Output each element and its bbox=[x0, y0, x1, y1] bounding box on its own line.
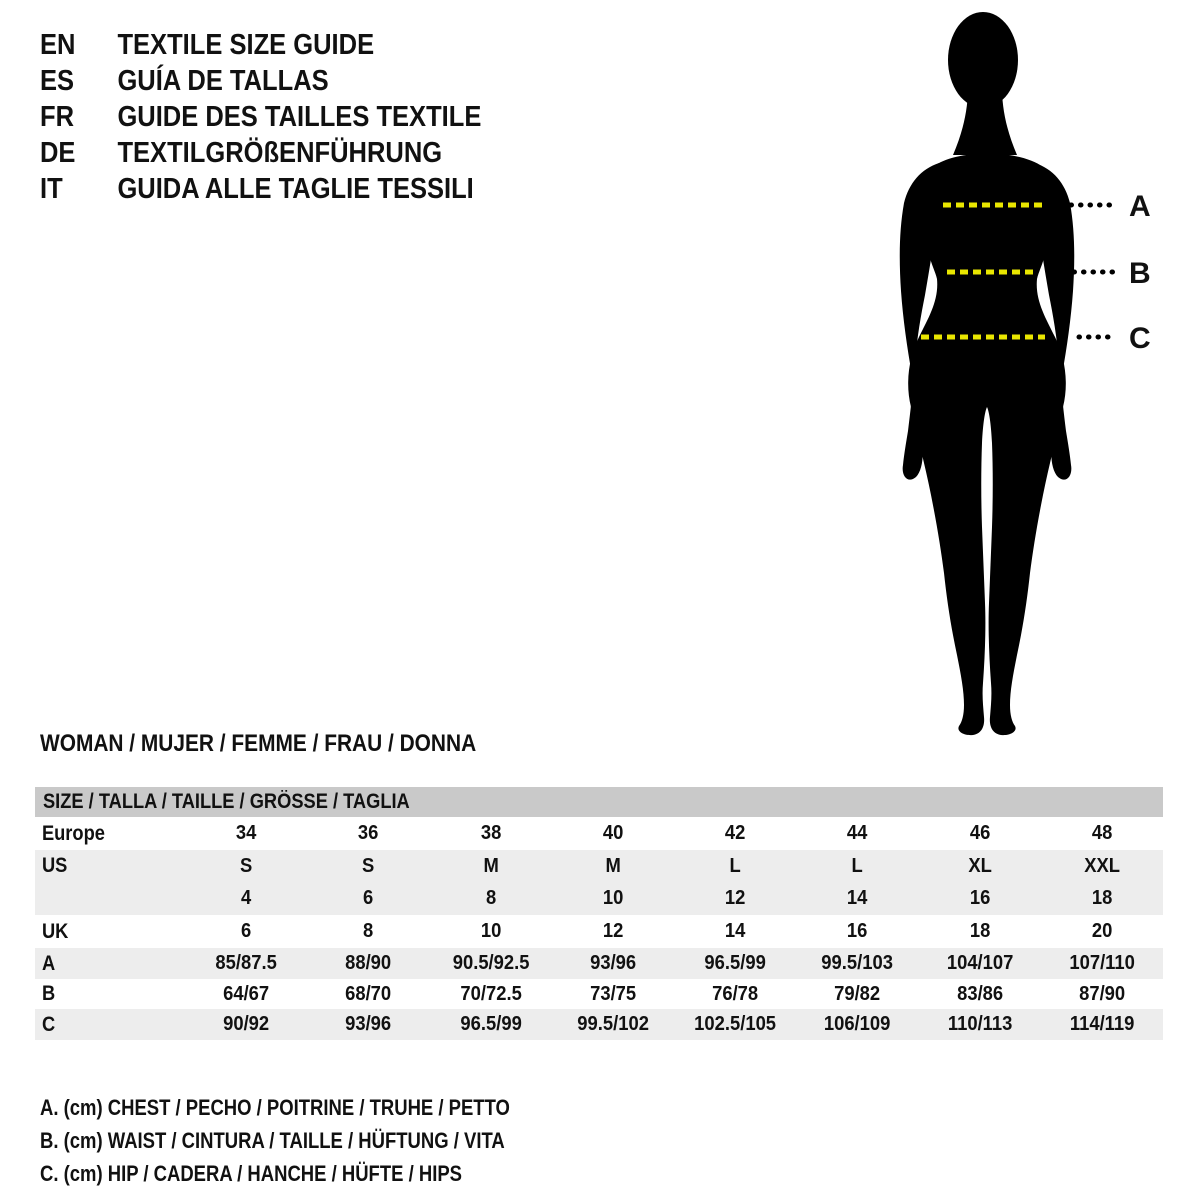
table-cell: XL bbox=[967, 855, 992, 877]
table-row-us-numeric bbox=[35, 882, 1163, 915]
table-cell: 14 bbox=[724, 920, 746, 942]
table-cell: 64/67 bbox=[223, 983, 270, 1005]
table-cell: S bbox=[362, 855, 375, 877]
table-cell: 79/82 bbox=[834, 983, 881, 1005]
measurement-notes bbox=[40, 1091, 599, 1190]
row-label: C bbox=[41, 1013, 56, 1036]
row-label: Europe bbox=[41, 822, 105, 845]
row-label: A bbox=[41, 952, 56, 975]
row-label: B bbox=[41, 982, 56, 1005]
table-cell: 46 bbox=[969, 822, 990, 844]
table-cell: 10 bbox=[480, 920, 501, 942]
table-cell: 48 bbox=[1091, 822, 1113, 844]
table-cell: 36 bbox=[358, 822, 379, 844]
language-label: TEXTILE SIZE GUIDE bbox=[117, 29, 375, 61]
size-table bbox=[35, 787, 1163, 1040]
table-cell: 6 bbox=[241, 920, 252, 942]
table-cell: 107/110 bbox=[1069, 952, 1135, 974]
waist-label: B bbox=[1129, 257, 1151, 290]
table-cell: 68/70 bbox=[345, 983, 392, 1005]
language-label: GUIDE DES TAILLES TEXTILE bbox=[117, 101, 482, 133]
section-title: WOMAN / MUJER / FEMME / FRAU / DONNA bbox=[40, 730, 477, 757]
table-cell: 16 bbox=[847, 920, 868, 942]
language-code: IT bbox=[40, 173, 63, 205]
table-cell: 70/72.5 bbox=[459, 983, 522, 1005]
table-cell: 88/90 bbox=[345, 952, 392, 974]
table-cell: 38 bbox=[480, 822, 501, 844]
chest-label: A bbox=[1129, 190, 1151, 223]
table-cell: 12 bbox=[602, 920, 624, 942]
table-cell: L bbox=[851, 855, 863, 877]
table-cell: 40 bbox=[602, 822, 624, 844]
table-cell: 114/119 bbox=[1069, 1013, 1135, 1035]
hip-label: C bbox=[1129, 322, 1151, 355]
table-cell: 85/87.5 bbox=[215, 952, 277, 974]
note-chest: A. (cm) CHEST / PECHO / POITRINE / TRUHE / PETTO bbox=[40, 1095, 510, 1120]
table-cell: L bbox=[729, 855, 741, 877]
table-row-chest bbox=[35, 948, 1163, 979]
table-cell: 73/75 bbox=[589, 983, 636, 1005]
table-cell: 90.5/92.5 bbox=[452, 952, 529, 974]
language-label: GUIDA ALLE TAGLIE TESSILI bbox=[117, 173, 474, 205]
table-row-hip bbox=[35, 1009, 1163, 1040]
table-cell: 83/86 bbox=[956, 983, 1003, 1005]
table-cell: 34 bbox=[235, 822, 257, 844]
language-code: EN bbox=[40, 29, 76, 61]
table-cell: 102.5/105 bbox=[694, 1013, 777, 1035]
language-row-en bbox=[40, 27, 481, 63]
note-hip: C. (cm) HIP / CADERA / HANCHE / HÜFTE / HIPS bbox=[40, 1161, 463, 1186]
row-label: US bbox=[41, 854, 68, 877]
table-cell: 106/109 bbox=[824, 1013, 891, 1035]
woman-silhouette-icon bbox=[855, 5, 1195, 745]
table-cell: M bbox=[605, 855, 621, 877]
table-row-waist bbox=[35, 979, 1163, 1009]
table-row-uk bbox=[35, 915, 1163, 948]
table-cell: 4 bbox=[241, 887, 252, 909]
language-code: DE bbox=[40, 137, 76, 169]
table-cell: 87/90 bbox=[1078, 983, 1125, 1005]
table-cell: 44 bbox=[847, 822, 868, 844]
table-cell: 42 bbox=[724, 822, 746, 844]
table-cell: 93/96 bbox=[589, 952, 636, 974]
language-title-list bbox=[40, 27, 542, 207]
language-code: ES bbox=[40, 65, 75, 97]
note-waist: B. (cm) WAIST / CINTURA / TAILLE / HÜFTUNG / VITA bbox=[40, 1128, 505, 1153]
measurement-figure bbox=[855, 5, 1195, 745]
table-cell: 16 bbox=[969, 887, 990, 909]
table-cell: 99.5/103 bbox=[821, 952, 894, 974]
table-cell: 99.5/102 bbox=[577, 1013, 649, 1035]
table-cell: S bbox=[239, 855, 253, 877]
language-row-de bbox=[40, 135, 481, 171]
language-code: FR bbox=[40, 101, 75, 133]
language-label: GUÍA DE TALLAS bbox=[117, 65, 329, 97]
language-row-it bbox=[40, 171, 481, 207]
table-cell: 8 bbox=[485, 887, 496, 909]
table-cell: 18 bbox=[969, 920, 990, 942]
table-cell: 76/78 bbox=[712, 983, 759, 1005]
row-label bbox=[35, 882, 166, 915]
language-row-es bbox=[40, 63, 481, 99]
table-header-bar bbox=[35, 787, 1163, 817]
table-cell: 14 bbox=[847, 887, 868, 909]
table-cell: 18 bbox=[1091, 887, 1113, 909]
table-row-us bbox=[35, 850, 1163, 882]
table-cell: 96.5/99 bbox=[704, 952, 766, 974]
table-cell: 90/92 bbox=[223, 1013, 270, 1035]
table-header-text: SIZE / TALLA / TAILLE / GRÖSSE / TAGLIA bbox=[43, 790, 410, 813]
table-cell: 93/96 bbox=[345, 1013, 392, 1035]
table-row-europe bbox=[35, 817, 1163, 850]
language-label: TEXTILGRÖßENFÜHRUNG bbox=[117, 137, 443, 169]
table-cell: M bbox=[482, 855, 499, 877]
table-cell: 10 bbox=[602, 887, 624, 909]
table-cell: 20 bbox=[1091, 920, 1113, 942]
table-cell: 12 bbox=[724, 887, 746, 909]
table-cell: 104/107 bbox=[946, 952, 1013, 974]
table-cell: XXL bbox=[1083, 855, 1120, 877]
table-cell: 96.5/99 bbox=[459, 1013, 522, 1035]
table-cell: 8 bbox=[363, 920, 374, 942]
table-cell: 6 bbox=[363, 887, 374, 909]
language-row-fr bbox=[40, 99, 481, 135]
row-label: UK bbox=[41, 920, 69, 943]
table-cell: 110/113 bbox=[947, 1013, 1012, 1035]
